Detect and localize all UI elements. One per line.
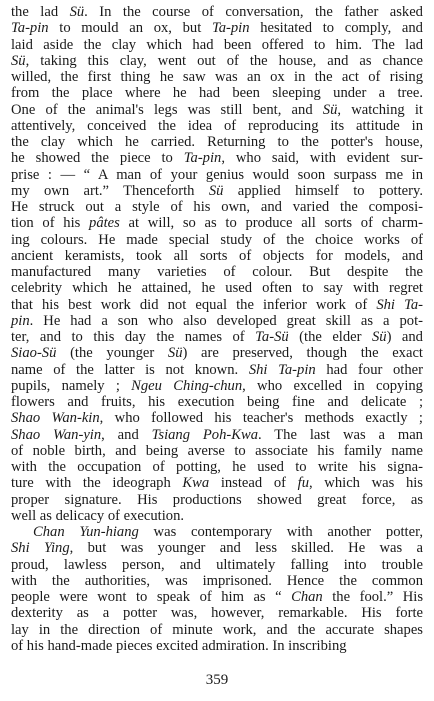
text-segment: , who said, with evident sur- [221, 150, 423, 167]
text-segment: pupils, namely ; [11, 377, 132, 394]
text-line [11, 427, 423, 443]
italic-text: Sü [167, 345, 183, 362]
text-line [11, 573, 423, 589]
text-segment: , which was his [309, 475, 423, 492]
text-line [11, 524, 423, 540]
text-segment: laid aside the clay which had been offered to him. The lad [11, 36, 423, 53]
text-line [11, 215, 423, 231]
text-segment: from the place where he had been sleeping under a tree. [11, 85, 423, 102]
text-line [11, 280, 423, 296]
text-segment: lay in the direction of minute work, and the accurate shapes [11, 621, 423, 638]
italic-text: Chan Yun-hiang [33, 524, 139, 540]
text-line [11, 37, 423, 53]
text-column [11, 4, 423, 654]
text-segment: proud, lawless person, and ultimately falling into trouble [11, 556, 423, 573]
text-segment: of noble birth, and being averse to associate his family name [11, 442, 423, 459]
text-segment: with the occupation of potting, he used to write his signa- [11, 459, 423, 475]
text-segment: the lad [11, 4, 70, 20]
italic-text: Tsiang Poh-Kwa [151, 426, 259, 443]
italic-text: Sü [371, 329, 387, 345]
text-segment: manufactured many varieties of colour. But despite the [11, 264, 423, 280]
text-line [11, 329, 423, 345]
page-number: 359 [205, 672, 229, 688]
text-line [11, 232, 423, 248]
text-segment: had four other [315, 361, 423, 378]
italic-text: Sü [11, 52, 26, 69]
text-segment: , who followed his teacher's methods exactly ; [99, 410, 423, 427]
text-segment: well as delicacy of execution. [11, 507, 185, 524]
text-line [11, 264, 423, 280]
text-segment: tion of his [11, 215, 90, 232]
italic-text: Ta-pin [211, 20, 250, 37]
text-line [11, 589, 423, 605]
paragraph [11, 524, 423, 654]
text-line [11, 622, 423, 638]
italic-text: Sü [208, 182, 224, 199]
text-segment: ancient keramists, took all sorts of objects for models, and [11, 247, 423, 264]
text-line [11, 248, 423, 264]
text-line [11, 475, 423, 491]
text-line [11, 557, 423, 573]
text-segment: ture with the ideograph [11, 475, 183, 492]
text-segment: ) and [386, 329, 423, 345]
text-segment: instead of [209, 475, 298, 492]
text-line [11, 508, 423, 524]
text-line [11, 199, 423, 215]
italic-text: Shi Ying [11, 540, 70, 557]
text-segment: hesitated to comply, and [249, 20, 423, 37]
text-segment: flowers and fruits, his execution being fine and delicate ; [11, 394, 423, 410]
text-line [11, 459, 423, 475]
text-segment: was contemporary with another potter, [138, 524, 423, 540]
italic-text: pâtes [89, 215, 120, 232]
italic-text: pin [11, 312, 30, 329]
italic-text: Shi Ta-pin [248, 361, 316, 378]
text-line [11, 410, 423, 426]
text-line [11, 53, 423, 69]
italic-text: Shao Wan-kin [11, 410, 100, 427]
text-line [11, 183, 423, 199]
text-segment: willed, the first thing he saw was an ox in the act of rising [11, 69, 423, 85]
text-line [11, 4, 423, 20]
text-segment: , taking this clay, went out of the house, and as chance [25, 52, 423, 69]
paragraph [11, 4, 423, 524]
text-segment: . In the course of conversation, the father asked [84, 4, 423, 20]
text-segment: . He had a son who also developed great skill as a pot- [29, 312, 423, 329]
text-line [11, 605, 423, 621]
italic-text: Siao-Sü [11, 345, 57, 362]
text-segment: (the younger [56, 345, 168, 362]
text-line [11, 102, 423, 118]
text-line [11, 118, 423, 134]
italic-text: Chan [291, 589, 323, 605]
italic-text: Ta-pin [183, 150, 222, 167]
text-segment: that his best work did not equal the inferior work of [11, 296, 377, 313]
text-segment: he showed the piece to [11, 150, 184, 167]
text-segment: ing colours. He made special study of the choice works of [11, 231, 423, 248]
text-segment: prise : — “ A man of your genius would soon surpass me in [11, 166, 423, 183]
italic-text: Shi Ta- [376, 296, 424, 313]
text-segment: (the elder [288, 329, 372, 345]
text-line [11, 345, 423, 361]
text-segment: of his hand-made pieces excited admiration. In inscribing [11, 637, 347, 654]
text-line [11, 492, 423, 508]
text-segment: attentively, conceived the idea of reproducing its attitude in [11, 117, 423, 134]
text-segment: at will, so as to produce all sorts of charm- [119, 215, 423, 232]
text-segment: celebrity which he attained, he used often to say with regret [11, 280, 423, 297]
text-line [11, 378, 423, 394]
text-line [11, 540, 423, 556]
text-line [11, 443, 423, 459]
italic-text: Ta-Sü [255, 329, 289, 345]
text-segment: ter, and to this day the names of [11, 329, 256, 345]
text-segment: with the authorities, was imprisoned. Hence the common [11, 572, 423, 589]
text-line [11, 85, 423, 101]
text-segment: , watching it [337, 101, 423, 118]
text-segment: to mould an ox, but [48, 20, 212, 37]
italic-text: fu [297, 475, 309, 492]
text-segment: the clay which he carried. Returning to the potter's house, [11, 134, 423, 150]
text-segment: He struck out a style of his own, and varied the composi- [11, 199, 423, 215]
text-line [11, 20, 423, 36]
text-segment: people were wont to speak of him as “ [11, 589, 292, 605]
text-segment: . The last was a man [258, 426, 423, 443]
text-segment: applied himself to pottery. [223, 182, 423, 199]
italic-text: Sü [322, 101, 338, 118]
text-segment: One of the animal's legs was still bent, and [11, 101, 323, 118]
text-segment: , who excelled in copying [242, 377, 423, 394]
text-line [11, 134, 423, 150]
text-line [11, 638, 423, 654]
text-line [11, 167, 423, 183]
text-segment: , but was younger and less skilled. He was a [69, 540, 423, 557]
text-line [11, 313, 423, 329]
text-line [11, 150, 423, 166]
text-segment: my own art.” Thenceforth [11, 182, 209, 199]
text-segment: ) are preserved, though the exact [182, 345, 423, 362]
text-line [11, 362, 423, 378]
italic-text: Ta-pin [11, 20, 49, 37]
text-line [11, 69, 423, 85]
italic-text: Kwa [182, 475, 210, 492]
italic-text: Ngeu Ching-chun [131, 377, 243, 394]
text-segment: proper signature. His productions showed great force, as [11, 491, 423, 508]
text-segment: dexterity as a potter was, however, remarkable. His forte [11, 605, 423, 622]
text-segment: name of the latter is not known. [11, 361, 249, 378]
italic-text: Sü [69, 4, 85, 20]
italic-text: Shao Wan-yin [11, 426, 102, 443]
text-segment: the fool.” His [322, 589, 423, 605]
text-line [11, 297, 423, 313]
text-line [11, 394, 423, 410]
text-segment: , and [101, 426, 152, 443]
